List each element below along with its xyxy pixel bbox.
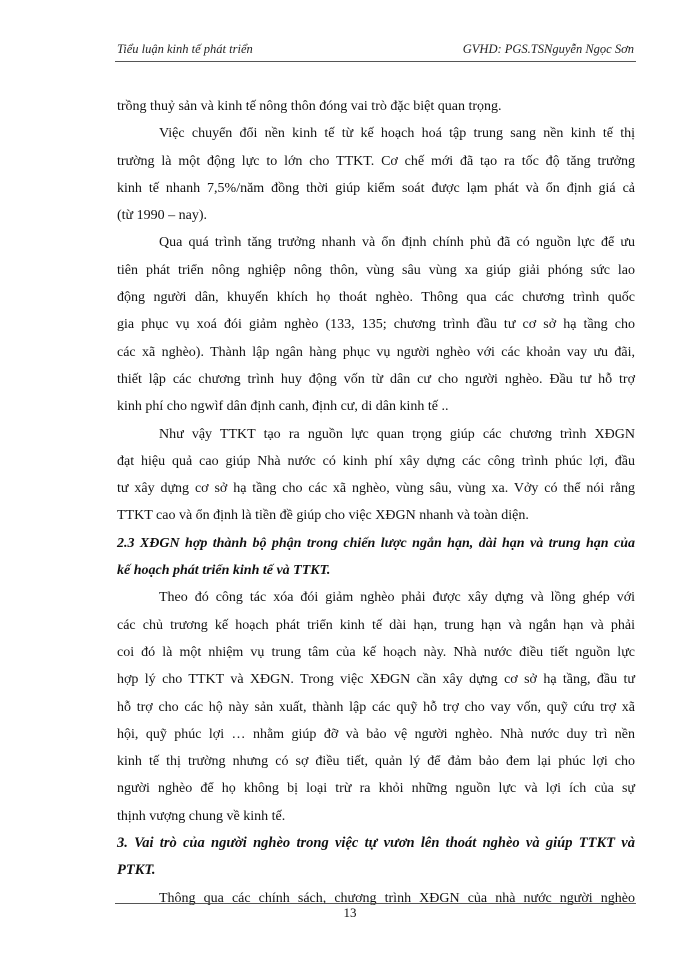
- body-line: coi đó là một nhiệm vụ trung tâm của kế hoạch này. Nhà nước điều tiết nguồn lực: [117, 644, 635, 660]
- body-line: Theo đó công tác xóa đói giảm nghèo phải được xây dựng và lồng ghép với: [159, 590, 635, 606]
- body-line: gia phục vụ xoá đói giảm nghèo (133, 135; chương trình đầu tư cơ sở hạ tầng cho: [117, 317, 635, 333]
- footer-divider: [115, 903, 636, 904]
- body-line: người nghèo để họ không bị loại trừ ra khỏi những nguồn lực và lợi ích của sự: [117, 781, 635, 797]
- body-line: (từ 1990 – nay).: [117, 208, 208, 224]
- body-line: đạt hiệu quả cao giúp Nhà nước có kinh phí xây dựng các công trình phúc lợi, đầu: [117, 453, 635, 469]
- body-line: tiên phát triển nông nghiệp nông thôn, vùng sâu vùng xa giúp giải phóng sức lao: [117, 262, 635, 278]
- section-heading-3: 3. Vai trò của người nghèo trong việc tự vươn lên thoát nghèo và giúp TTKT và: [117, 835, 635, 852]
- body-line: các chủ trương kế hoạch phát triển kinh tế dài hạn, trung hạn và ngắn hạn và phải: [117, 617, 635, 633]
- body-line: Qua quá trình tăng trưởng nhanh và ổn định chính phủ đã có nguồn lực để ưu: [159, 235, 635, 251]
- document-body: [117, 93, 635, 912]
- body-line: kinh tế nhanh 7,5%/năm đồng thời giúp kiểm soát được lạm phát và ổn định giá cả: [117, 180, 635, 196]
- page-number: 13: [343, 905, 357, 920]
- header-advisor: GVHD: PGS.TSNguyễn Ngọc Sơn: [462, 42, 634, 56]
- body-line: hội, quỹ phúc lợi … nhằm giúp đỡ và bảo vệ người nghèo. Nhà nước duy trì nền: [117, 726, 635, 742]
- section-heading-2-3-cont: kế hoạch phát triển kinh tế và TTKT.: [117, 563, 331, 579]
- body-line: thiết lập các chương trình huy động vốn từ dân cư cho người nghèo. Đầu tư hỗ trợ: [117, 371, 635, 387]
- body-line: Thông qua các chính sách, chương trình XĐGN của nhà nước người nghèo: [159, 890, 635, 906]
- body-line: thịnh vượng chung về kinh tế.: [117, 808, 286, 824]
- section-heading-3-cont: PTKT.: [117, 862, 156, 879]
- header-title: Tiểu luận kinh tế phát triển: [117, 42, 253, 56]
- body-line: Như vậy TTKT tạo ra nguồn lực quan trọng giúp các chương trình XĐGN: [159, 426, 635, 442]
- body-line: hợp lý cho TTKT và XĐGN. Trong việc XĐGN cần xây dựng cơ sở hạ tầng, đầu tư: [117, 672, 635, 688]
- body-line: hỗ trợ cho các hộ này sản xuất, thành lập các quỹ hỗ trợ cho vay vốn, quỹ cứu trợ xã: [117, 699, 635, 715]
- body-line: kinh phí cho ngwìf dân định canh, định cư, di dân kinh tế ..: [117, 399, 449, 415]
- body-line: trường là một động lực to lớn cho TTKT. Cơ chế mới đã tạo ra tốc độ tăng trưởng: [117, 153, 635, 169]
- body-line: tư xây dựng cơ sở hạ tầng cho các xã nghèo, vùng sâu, vùng xa. Vởy có thể nói rằng: [117, 481, 635, 497]
- body-line: Việc chuyển đổi nền kinh tế từ kế hoạch hoá tập trung sang nền kinh tế thị: [159, 126, 635, 142]
- section-heading-2-3: 2.3 XĐGN hợp thành bộ phận trong chiến lược ngắn hạn, dài hạn và trung hạn của: [117, 535, 635, 551]
- body-line: TTKT cao và ổn định là tiền đề giúp cho việc XĐGN nhanh và toàn diện.: [117, 508, 529, 524]
- body-line: kinh tế thị trường nhưng có sợ điều tiết, quản lý để đảm bảo đem lại phúc lợi cho: [117, 754, 635, 770]
- body-line: các xã nghèo). Thành lập ngân hàng phục vụ người nghèo với các khoản vay ưu đãi,: [117, 344, 635, 360]
- body-line: động người dân, khuyến khích họ thoát nghèo. Thông qua các chương trình quốc: [117, 290, 635, 306]
- body-line: trồng thuỷ sản và kinh tế nông thôn đóng vai trò đặc biệt quan trọng.: [117, 99, 502, 114]
- header-divider: [115, 61, 636, 62]
